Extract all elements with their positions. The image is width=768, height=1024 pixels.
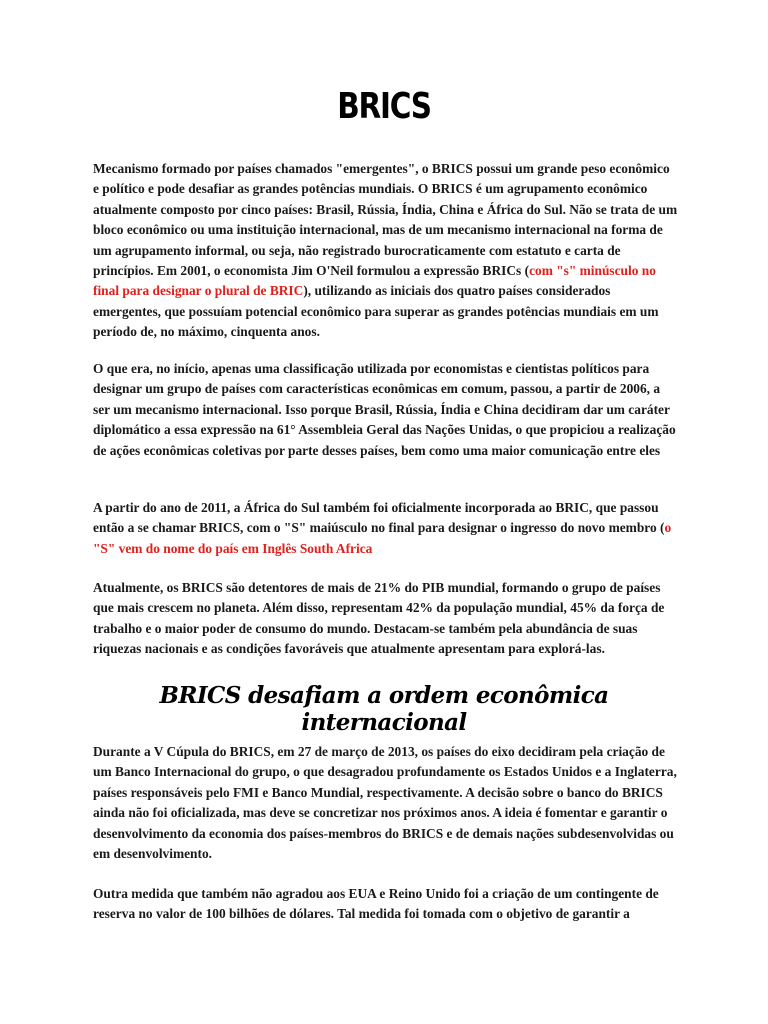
paragraph-6: Outra medida que também não agradou aos EUA e Reino Unido foi a criação de um contingente de reserva no valor de 100 bilhões de dólares. Tal medida foi tomada com o objetivo de garantir a	[93, 886, 659, 922]
paragraph-1-highlight: com "s" minúsculo no final para designar o plural de BRIC	[93, 263, 656, 299]
paragraph-3	[93, 498, 678, 559]
page-title: BRICS	[337, 86, 431, 127]
paragraph-4: Atualmente, os BRICS são detentores de mais de 21% do PIB mundial, formando o grupo de países que mais crescem no planeta. Além disso, representam 42% da população mundial, 45% da força de trabalho e o maior poder de consumo do mundo. Destacam-se também pela abundância de suas riquezas nacionais e as condições favoráveis que atualmente apresentam para explorá-las.	[93, 580, 665, 657]
paragraph-1	[93, 159, 678, 343]
paragraph-2: O que era, no início, apenas uma classificação utilizada por economistas e cientistas políticos para designar um grupo de países com características econômicas em comum, passou, a partir de 2006, a ser um mecanismo internacional. Isso porque Brasil, Rússia, Índia e China decidiram dar um caráter diplomático a essa expressão na 61° Assembleia Geral das Nações Unidas, o que propiciou a realização de ações econômicas coletivas por parte desses países, bem como uma maior comunicação entre eles	[93, 361, 676, 458]
paragraph-1-text-a: Mecanismo formado por países chamados "emergentes", o BRICS possui um grande peso econômico e político e pode desafiar as grandes potências mundiais. O BRICS é um agrupamento econômico atualmente composto por cinco países: Brasil, Rússia, Índia, China e África do Sul. Não se trata de um bloco econômico ou uma instituição internacional, mas de um mecanismo internacional na forma de um agrupamento informal, ou seja, não registrado burocraticamente com estatuto e carta de princípios. Em 2001, o economista Jim O'Neil formulou a expressão BRICs (	[93, 161, 678, 279]
paragraph-3-highlight: o "S" vem do nome do país em Inglês South Africa	[93, 520, 672, 556]
paragraph-1-text-b: ), utilizando as iniciais dos quatro países considerados emergentes, que possuíam potencial econômico para superar as grandes potências mundiais em um período de, no máximo, cinquenta anos.	[93, 283, 659, 340]
section-heading: BRICS desafiam a ordem econômica internacional	[159, 682, 609, 736]
paragraph-5: Durante a V Cúpula do BRICS, em 27 de março de 2013, os países do eixo decidiram pela criação de um Banco Internacional do grupo, o que desagradou profundamente os Estados Unidos e a Inglaterra, países responsáveis pelo FMI e Banco Mundial, respectivamente. A decisão sobre o banco do BRICS ainda não foi oficializada, mas deve se concretizar nos próximos anos. A ideia é fomentar e garantir o desenvolvimento da economia dos países-membros do BRICS e de demais nações subdesenvolvidas ou em desenvolvimento.	[93, 744, 677, 862]
paragraph-3-text-a: A partir do ano de 2011, a África do Sul também foi oficialmente incorporada ao BRIC, que passou então a se chamar BRICS, com o "S" maiúsculo no final para designar o ingresso do novo membro (	[93, 500, 665, 536]
